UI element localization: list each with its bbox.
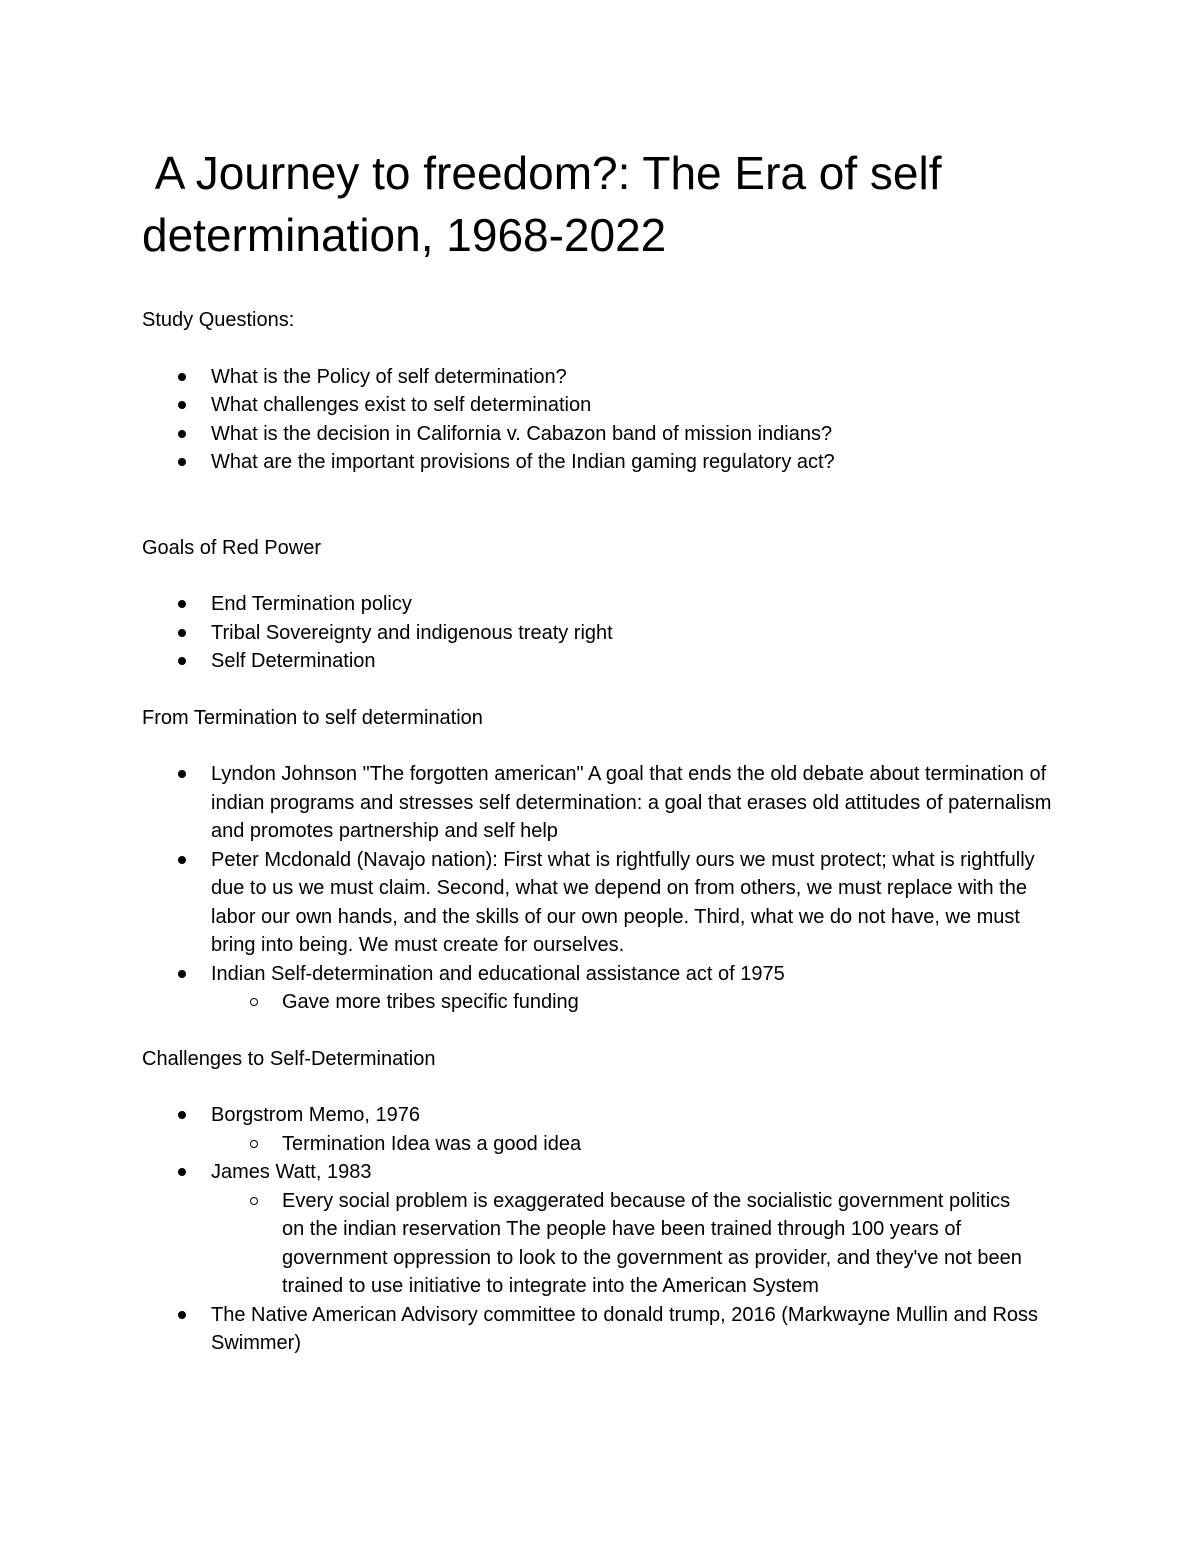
sub-list xyxy=(142,1130,1062,1159)
list-item-text: Lyndon Johnson "The forgotten american" A goal that ends the old debate about termination of indian programs and stresses self determination: a goal that erases old attitudes of paternalism and promotes partnership and self help xyxy=(211,763,1052,842)
study-questions-list xyxy=(142,363,1062,477)
bullet-icon xyxy=(178,458,186,466)
bullet-icon xyxy=(178,770,186,778)
sub-list-item-text: Every social problem is exaggerated because of the socialistic government politics on the indian reservation The people have been trained through 100 years of government oppression to look to the government as provider, and they've not been trained to use initiative to integrate into the American System xyxy=(282,1189,1022,1297)
list-item-text: End Termination policy xyxy=(211,593,412,615)
bullet-icon xyxy=(178,373,186,381)
document-page xyxy=(142,142,1062,1358)
bullet-icon xyxy=(178,1311,186,1319)
list-item-text: What is the Policy of self determination? xyxy=(211,365,567,388)
list-item xyxy=(142,391,1062,420)
list-item-text: What challenges exist to self determination xyxy=(211,394,592,416)
list-item-text: What is the decision in California v. Cabazon band of mission indians? xyxy=(211,422,833,445)
hollow-bullet-icon xyxy=(250,1197,258,1205)
bullet-icon xyxy=(178,970,186,978)
challenges-list xyxy=(142,1101,1062,1358)
bullet-icon xyxy=(178,1168,186,1176)
list-item-text: James Watt, 1983 xyxy=(211,1161,372,1183)
bullet-icon xyxy=(178,430,186,438)
list-item-text: Self Determination xyxy=(211,650,376,672)
section-heading-termination-to-self-determination: From Termination to self determination xyxy=(142,706,483,729)
sub-list-item xyxy=(142,1187,1062,1301)
list-item xyxy=(142,647,1062,676)
list-item xyxy=(142,960,1062,1017)
list-item-text: Peter Mcdonald (Navajo nation): First what is rightfully ours we must protect; what is rightfully due to us we must claim. Second, what we depend on from others, we must replace with the labor our own hands, and the skills of our own people. Third, what we do not have, we must bring into being. We must create for ourselves. xyxy=(211,848,1035,956)
sub-list xyxy=(142,1187,1062,1301)
list-item-text: Tribal Sovereignty and indigenous treaty right xyxy=(211,621,613,644)
termination-list xyxy=(142,760,1062,1017)
list-item xyxy=(142,448,1062,477)
bullet-icon xyxy=(178,856,186,864)
red-power-goals-list xyxy=(142,590,1062,676)
list-item xyxy=(142,1301,1062,1358)
list-item xyxy=(142,846,1062,960)
list-item xyxy=(142,1158,1062,1301)
sub-list-item xyxy=(142,1130,1062,1159)
sub-list-item-text: Termination Idea was a good idea xyxy=(282,1132,582,1155)
bullet-icon xyxy=(178,657,186,665)
section-heading-challenges: Challenges to Self-Determination xyxy=(142,1047,436,1070)
section-heading-study-questions: Study Questions: xyxy=(142,309,295,331)
list-item xyxy=(142,590,1062,619)
document-title: A Journey to freedom?: The Era of self determination, 1968-2022 xyxy=(142,147,955,261)
sub-list-item-text: Gave more tribes specific funding xyxy=(282,991,579,1013)
bullet-icon xyxy=(178,629,186,637)
hollow-bullet-icon xyxy=(250,998,258,1006)
sub-list-item xyxy=(142,988,1062,1017)
bullet-icon xyxy=(178,401,186,409)
list-item xyxy=(142,760,1062,846)
list-item xyxy=(142,619,1062,648)
list-item xyxy=(142,363,1062,392)
list-item-text: Borgstrom Memo, 1976 xyxy=(211,1104,420,1126)
hollow-bullet-icon xyxy=(250,1140,258,1148)
list-item-text: Indian Self-determination and educational assistance act of 1975 xyxy=(211,962,785,985)
list-item xyxy=(142,420,1062,449)
bullet-icon xyxy=(178,1111,186,1119)
sub-list xyxy=(142,988,1062,1017)
list-item-text: What are the important provisions of the Indian gaming regulatory act? xyxy=(211,451,835,473)
section-heading-goals-of-red-power: Goals of Red Power xyxy=(142,536,321,559)
bullet-icon xyxy=(178,600,186,608)
list-item-text: The Native American Advisory committee to donald trump, 2016 (Markwayne Mullin and Ross Swimmer) xyxy=(211,1303,1039,1354)
list-item xyxy=(142,1101,1062,1158)
